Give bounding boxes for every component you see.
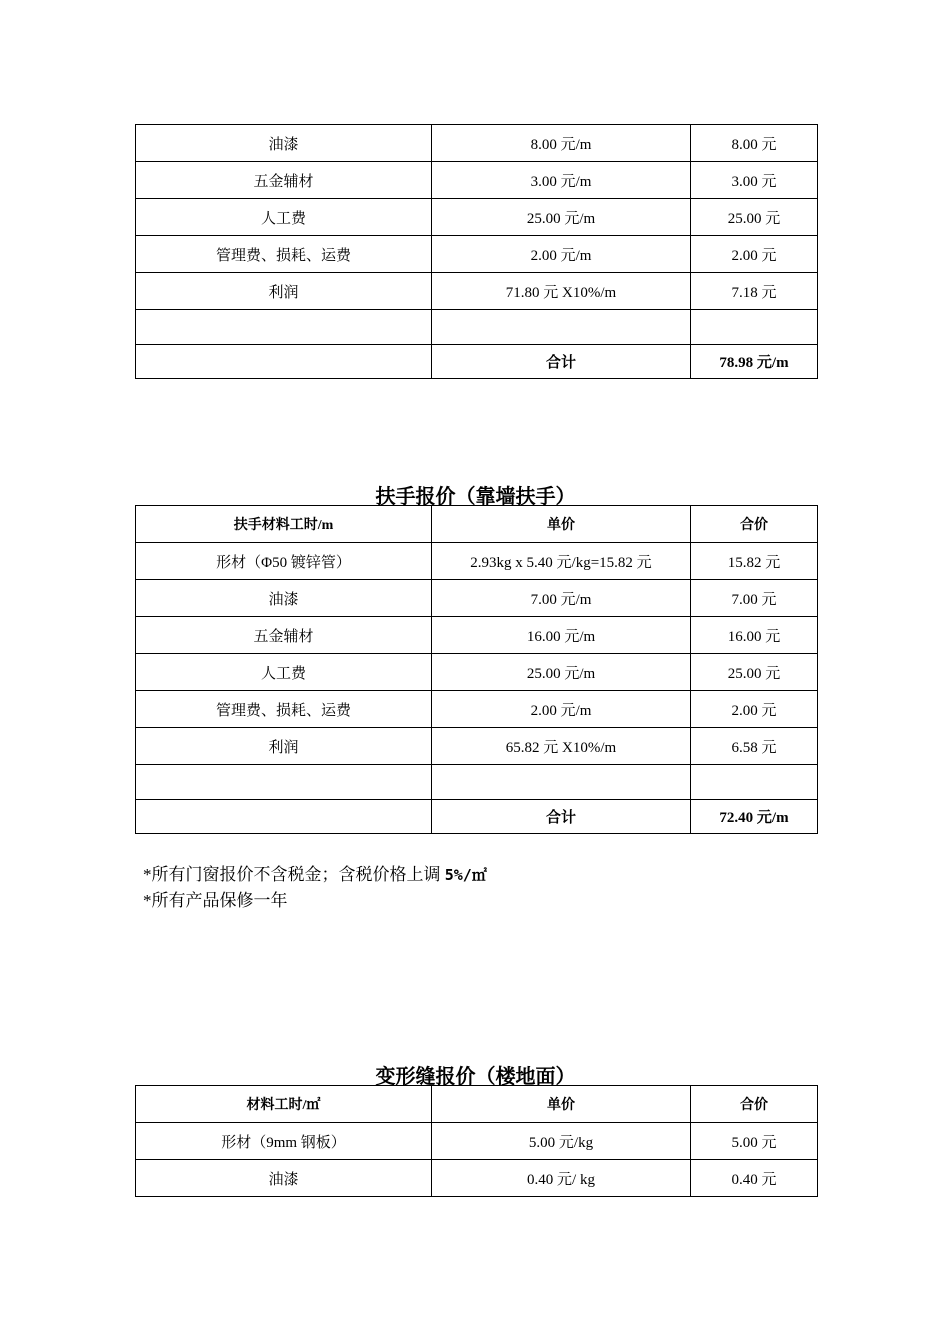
total-cell: 25.00 元 xyxy=(691,654,818,691)
table-row xyxy=(136,654,818,691)
total-cell: 0.40 元 xyxy=(691,1160,818,1197)
total-cell: 7.00 元 xyxy=(691,580,818,617)
unit-price-cell: 71.80 元 X10%/m xyxy=(432,273,691,310)
item-cell: 人工费 xyxy=(136,654,432,691)
total-cell: 8.00 元 xyxy=(691,125,818,162)
table-row xyxy=(136,1160,818,1197)
item-cell: 五金辅材 xyxy=(136,617,432,654)
total-value: 72.40 元/m xyxy=(691,800,818,834)
unit-price-cell: 25.00 元/m xyxy=(432,654,691,691)
table-row xyxy=(136,199,818,236)
total-cell: 3.00 元 xyxy=(691,162,818,199)
column-header: 扶手材料工时/m xyxy=(136,506,432,543)
table-row xyxy=(136,728,818,765)
total-label: 合计 xyxy=(432,345,691,379)
tax-note-rate: 5%/㎡ xyxy=(444,866,487,884)
total-label: 合计 xyxy=(432,800,691,834)
item-cell: 利润 xyxy=(136,273,432,310)
total-cell: 25.00 元 xyxy=(691,199,818,236)
unit-price-cell: 0.40 元/ kg xyxy=(432,1160,691,1197)
total-row xyxy=(136,800,818,834)
total-value: 78.98 元/m xyxy=(691,345,818,379)
total-cell: 7.18 元 xyxy=(691,273,818,310)
empty-row xyxy=(136,310,818,345)
item-cell: 人工费 xyxy=(136,199,432,236)
table-row xyxy=(136,273,818,310)
empty-cell xyxy=(136,345,432,379)
tax-note xyxy=(143,862,487,888)
item-cell: 五金辅材 xyxy=(136,162,432,199)
notes xyxy=(143,862,487,913)
handrail-quote-title: 扶手报价（靠墙扶手） xyxy=(375,486,576,508)
railing-quote-table-continued xyxy=(135,124,818,379)
table-row xyxy=(136,1123,818,1160)
table-row xyxy=(136,543,818,580)
unit-price-cell: 2.00 元/m xyxy=(432,236,691,273)
total-cell: 5.00 元 xyxy=(691,1123,818,1160)
total-cell: 6.58 元 xyxy=(691,728,818,765)
item-cell: 管理费、损耗、运费 xyxy=(136,691,432,728)
unit-price-cell: 2.93kg x 5.40 元/kg=15.82 元 xyxy=(432,543,691,580)
item-cell: 形材（9mm 钢板） xyxy=(136,1123,432,1160)
item-cell: 油漆 xyxy=(136,1160,432,1197)
column-header: 单价 xyxy=(432,506,691,543)
unit-price-cell: 25.00 元/m xyxy=(432,199,691,236)
column-header: 合价 xyxy=(691,506,818,543)
item-cell: 利润 xyxy=(136,728,432,765)
column-header: 材料工时/㎡ xyxy=(136,1086,432,1123)
empty-cell xyxy=(432,765,691,800)
item-cell: 油漆 xyxy=(136,580,432,617)
item-cell: 形材（Φ50 镀锌管） xyxy=(136,543,432,580)
handrail-quote-table xyxy=(135,505,818,834)
empty-row xyxy=(136,765,818,800)
unit-price-cell: 2.00 元/m xyxy=(432,691,691,728)
empty-cell xyxy=(136,800,432,834)
unit-price-cell: 65.82 元 X10%/m xyxy=(432,728,691,765)
table-row xyxy=(136,580,818,617)
expansion-joint-quote-title: 变形缝报价（楼地面） xyxy=(375,1066,576,1088)
unit-price-cell: 3.00 元/m xyxy=(432,162,691,199)
table-row xyxy=(136,691,818,728)
total-cell: 16.00 元 xyxy=(691,617,818,654)
warranty-note: *所有产品保修一年 xyxy=(143,891,288,910)
table-row xyxy=(136,236,818,273)
total-cell: 2.00 元 xyxy=(691,236,818,273)
total-row xyxy=(136,345,818,379)
tax-note-text: *所有门窗报价不含税金；含税价格上调 xyxy=(143,865,441,884)
empty-cell xyxy=(691,765,818,800)
expansion-joint-quote-table xyxy=(135,1085,818,1197)
empty-cell xyxy=(691,310,818,345)
unit-price-cell: 5.00 元/kg xyxy=(432,1123,691,1160)
table-header-row xyxy=(136,506,818,543)
item-cell: 油漆 xyxy=(136,125,432,162)
item-cell: 管理费、损耗、运费 xyxy=(136,236,432,273)
unit-price-cell: 7.00 元/m xyxy=(432,580,691,617)
table-header-row xyxy=(136,1086,818,1123)
table-row xyxy=(136,162,818,199)
empty-cell xyxy=(432,310,691,345)
total-cell: 15.82 元 xyxy=(691,543,818,580)
unit-price-cell: 8.00 元/m xyxy=(432,125,691,162)
empty-cell xyxy=(136,310,432,345)
column-header: 单价 xyxy=(432,1086,691,1123)
column-header: 合价 xyxy=(691,1086,818,1123)
unit-price-cell: 16.00 元/m xyxy=(432,617,691,654)
table-row xyxy=(136,617,818,654)
total-cell: 2.00 元 xyxy=(691,691,818,728)
empty-cell xyxy=(136,765,432,800)
table-row xyxy=(136,125,818,162)
